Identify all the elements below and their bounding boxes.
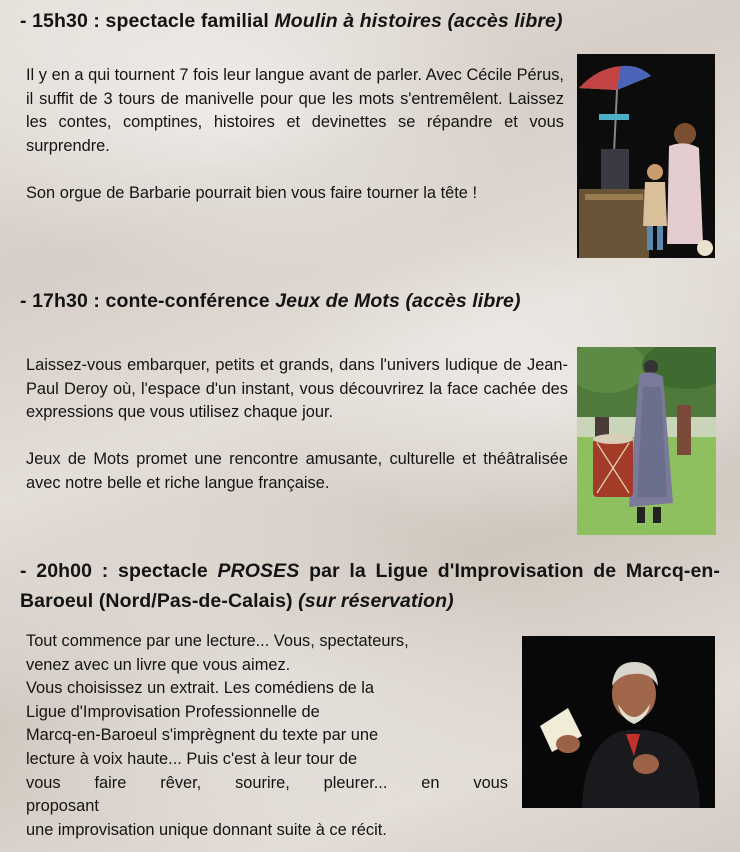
- section-3-heading: [20, 556, 720, 616]
- section-2-text: [26, 354, 568, 496]
- section-3-line-9: une improvisation unique donnant suite à ce récit.: [26, 820, 387, 839]
- section-2-heading-suffix: (accès libre): [399, 290, 521, 312]
- section-3-title: PROSES: [217, 560, 300, 582]
- section-2-heading-prefix: - 17h30 : conte-conférence: [20, 290, 276, 312]
- section-3-line-2: venez avec un livre que vous aimez.: [26, 655, 291, 674]
- section-3-text: [26, 630, 508, 842]
- section-2-heading: [20, 288, 720, 314]
- section-3-line-4: Ligue d'Improvisation Professionnelle de: [26, 702, 320, 721]
- section-2-paragraph-2: Jeux de Mots promet une rencontre amusante, culturelle et théâtralisée avec notre belle et riche langue française.: [26, 450, 568, 492]
- section-3-heading-middle: par la Ligue d'Improvisation de Marcq-en-Baroeul (Nord/Pas-de-Calais): [20, 560, 721, 612]
- storyteller-drum-photo: [577, 347, 716, 535]
- section-3-line-8: proposant: [26, 797, 99, 816]
- section-3-line-3: Vous choisissez un extrait. Les comédiens de la: [26, 679, 375, 698]
- section-3-line-5: Marcq-en-Baroeul s'imprègnent du texte par une: [26, 726, 379, 745]
- section-3-heading-prefix: - 20h00 : spectacle: [20, 560, 218, 582]
- improviser-reading-photo: [522, 636, 715, 808]
- section-3-line-1: Tout commence par une lecture... Vous, spectateurs,: [26, 632, 409, 650]
- section-2-title: Jeux de Mots: [275, 290, 400, 312]
- section-2-paragraph-1: Laissez-vous embarquer, petits et grands, dans l'univers ludique de Jean-Paul Deroy où, l'espace d'un instant, vous découvrirez la face cachée des expressions que vous utilisez chaque jour.: [26, 356, 568, 422]
- section-1-paragraph-2: Son orgue de Barbarie pourrait bien vous faire tourner la tête !: [26, 183, 478, 202]
- storyteller-barrel-organ-photo: [577, 54, 715, 258]
- section-3-heading-suffix: (sur réservation): [298, 590, 454, 612]
- section-1-heading: [20, 8, 720, 34]
- section-1-heading-prefix: - 15h30 : spectacle familial: [20, 10, 275, 32]
- section-1-text: [26, 64, 564, 206]
- section-1-heading-suffix: (accès libre): [441, 10, 563, 32]
- section-3-line-7: vous faire rêver, sourire, pleurer... en vous: [26, 773, 508, 792]
- section-1-paragraph-1: Il y en a qui tournent 7 fois leur langue avant de parler. Avec Cécile Pérus, il suffit de 3 tours de manivelle pour que les mots s'entremêlent. Laissez les contes, comptines, histoires et devinettes se répandre et vous surprendre.: [26, 66, 564, 155]
- section-1-title: Moulin à histoires: [274, 10, 442, 32]
- section-3-line-6: lecture à voix haute... Puis c'est à leur tour de: [26, 749, 358, 768]
